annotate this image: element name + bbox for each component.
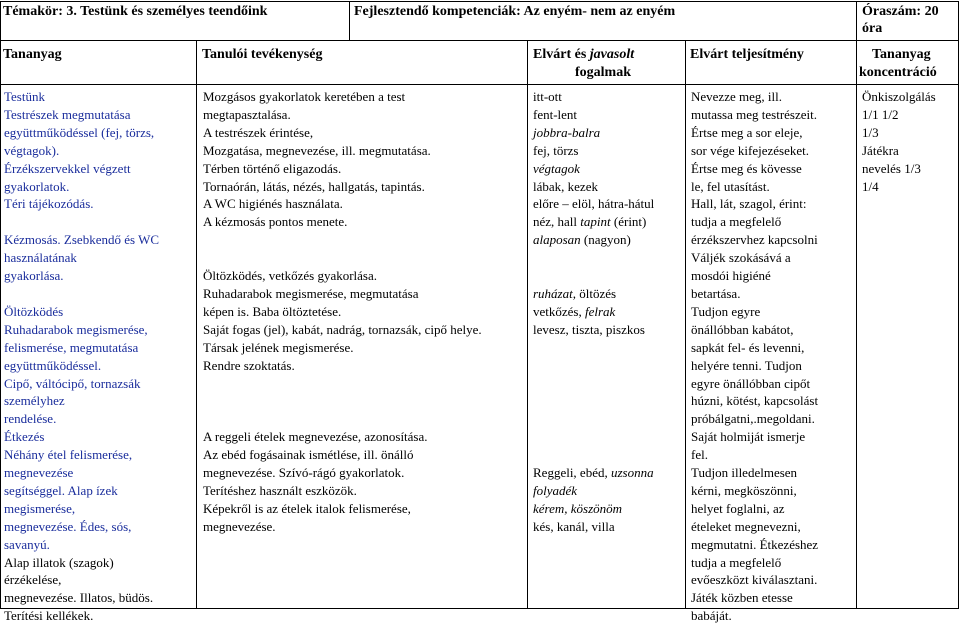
- fogalmak-term: végtagok: [533, 160, 580, 176]
- col4-line: próbálgatni,.megoldani.: [691, 411, 815, 427]
- column-header-fogalmak-line2: fogalmak: [575, 65, 631, 80]
- fogalmak-column: [533, 88, 654, 536]
- header-row-divider: [0, 40, 959, 41]
- col1-line: [4, 213, 159, 231]
- col4-line: tudja a megfelelő: [691, 554, 782, 570]
- col2-line: [203, 375, 482, 393]
- fogalmak-line: [533, 178, 654, 196]
- fogalmak-term: vetkőzés,: [533, 303, 585, 319]
- col4-line: Tudjon egyre: [691, 303, 761, 319]
- fogalmak-line: [533, 160, 654, 178]
- col2-line: A kézmosás pontos menete.: [203, 214, 348, 230]
- col2-line: [203, 249, 482, 267]
- col5-line: 1/4: [862, 178, 879, 194]
- col4-line: kérni, megköszönni,: [691, 482, 797, 498]
- fogalmak-line: [533, 500, 654, 518]
- col5-line: Játékra: [862, 142, 899, 158]
- header-divider-1: [349, 1, 350, 41]
- table-border-left: [0, 1, 1, 609]
- fogalmak-term: jobbra-balra: [533, 124, 601, 140]
- col4-line: sapkát fel- és levenni,: [691, 339, 805, 355]
- fogalmak-term: kérem, köszönöm: [533, 500, 623, 516]
- fogalmak-line: [533, 195, 654, 213]
- col1-line: együttműködéssel (fej, törzs,: [4, 124, 155, 140]
- fogalmak-term: (érint): [610, 214, 647, 230]
- fogalmak-term: ruházat,: [533, 285, 576, 301]
- col1-line: személyhez: [4, 393, 65, 409]
- col1-line: Testrészek megmutatása: [4, 106, 131, 122]
- col2-line: Képekről is az ételek italok felismerése,: [203, 500, 411, 516]
- fogalmak-line: [533, 446, 654, 464]
- fogalmak-term: öltözés: [575, 285, 617, 301]
- fogalmak-term: itt-ott: [533, 89, 562, 104]
- col4-line: húzni, kötést, kapcsolást: [691, 393, 819, 409]
- col5-line: Önkiszolgálás: [862, 89, 936, 104]
- col2-line: megnevezése. Szívó-rágó gyakorlatok.: [203, 465, 405, 481]
- col4-line: betartása.: [691, 285, 741, 301]
- col5-line: 1/3: [862, 124, 879, 140]
- col4-line: önállóbban kabátot,: [691, 321, 794, 337]
- fogalmak-term: fent-lent: [533, 106, 578, 122]
- col1-line: gyakorlatok.: [4, 178, 70, 194]
- col1-line: Alap illatok (szagok): [4, 554, 114, 570]
- oraszam-unit: óra: [862, 21, 883, 36]
- fogalmak-term: folyadék: [533, 482, 578, 498]
- col2-line: Társak jelének megismerése.: [203, 339, 354, 355]
- fogalmak-line: [533, 339, 654, 357]
- col1-line: Téri tájékozódás.: [4, 196, 94, 212]
- oraszam-label: Óraszám: 20: [862, 4, 939, 19]
- fogalmak-line: [533, 464, 654, 482]
- col2-line: A reggeli ételek megnevezése, azonosítása.: [203, 429, 428, 445]
- table-border-top: [0, 1, 959, 2]
- col1-line: felismerése, megmutatása: [4, 339, 139, 355]
- fogalmak-line: [533, 142, 654, 160]
- fogalmak-line: [533, 428, 654, 446]
- col2-line: Saját fogas (jel), kabát, nadrág, tornazsák, cipő helye.: [203, 321, 482, 337]
- column-header-tevekenyseg: Tanulói tevékenység: [202, 47, 323, 62]
- col2-line: Öltözködés, vetkőzés gyakorlása.: [203, 268, 378, 284]
- fogalmak-line: [533, 124, 654, 142]
- col1-line: [4, 285, 159, 303]
- col1-line: Cipő, váltócipő, tornazsák: [4, 375, 141, 391]
- fogalmak-line: [533, 482, 654, 500]
- col4-line: helyére tenni. Tudjon: [691, 357, 802, 373]
- col4-line: Váljék szokásává a: [691, 250, 791, 266]
- koncentracio-column: [862, 88, 936, 195]
- col4-line: megmutatni. Étkezéshez: [691, 536, 819, 552]
- col5-line: nevelés 1/3: [862, 160, 921, 176]
- fogalmak-line: [533, 375, 654, 393]
- col2-line: Ruhadarabok megismerése, megmutatása: [203, 285, 419, 301]
- col2-line: Mozgatása, megnevezése, ill. megmutatása.: [203, 142, 431, 158]
- col4-line: Értse meg és kövesse: [691, 160, 802, 176]
- column-header-fogalmak-text: Elvárt és: [533, 47, 590, 62]
- col1-line: Étkezés: [4, 429, 45, 445]
- col2-line: megnevezése.: [203, 518, 276, 534]
- fogalmak-line: [533, 106, 654, 124]
- col1-line: gyakorlása.: [4, 268, 64, 284]
- col4-line: érzékszervhez kapcsolni: [691, 232, 818, 248]
- col1-line: érzékelése,: [4, 572, 62, 588]
- column-header-koncentracio-line2: koncentráció: [859, 65, 937, 80]
- col1-line: megnevezése. Édes, sós,: [4, 518, 132, 534]
- col1-line: használatának: [4, 250, 77, 266]
- col1-line: Terítési kellékek.: [4, 608, 94, 624]
- col4-line: Értse meg a sor eleje,: [691, 124, 803, 140]
- fogalmak-term: előre – elöl, hátra-hátul: [533, 196, 655, 212]
- fogalmak-term: felrak: [584, 303, 616, 319]
- col4-line: babáját.: [691, 608, 732, 624]
- column-header-divider: [0, 84, 959, 85]
- col1-line: együttműködéssel.: [4, 357, 102, 373]
- col4-line: ételeket megnevezni,: [691, 518, 801, 534]
- col5-line: 1/1 1/2: [862, 106, 899, 122]
- column-header-fogalmak: [533, 46, 634, 64]
- col2-line: A WC higiénés használata.: [203, 196, 343, 212]
- fogalmak-term: fej, törzs: [533, 142, 579, 158]
- fejlesztendo-kompetenciak: Fejlesztendő kompetenciák: Az enyém- nem az enyém: [354, 4, 676, 19]
- fogalmak-line: [533, 321, 654, 339]
- col2-line: [203, 392, 482, 410]
- col-divider-3: [685, 40, 686, 609]
- fogalmak-line: [533, 410, 654, 428]
- col2-line: Rendre szoktatás.: [203, 357, 295, 373]
- header-divider-2: [856, 1, 857, 41]
- fogalmak-term: kés, kanál, villa: [533, 518, 615, 534]
- col4-line: sor vége kifejezéseket.: [691, 142, 810, 158]
- col1-line: Öltözködés: [4, 303, 64, 319]
- elvart-teljesitmeny-column: [691, 88, 818, 625]
- fogalmak-line: [533, 303, 654, 321]
- col2-line: A testrészek érintése,: [203, 124, 314, 140]
- col2-line: Terítéshez használt eszközök.: [203, 482, 357, 498]
- col4-line: tudja a megfelelő: [691, 214, 782, 230]
- col1-line: savanyú.: [4, 536, 50, 552]
- fogalmak-term: Reggeli, ebéd,: [533, 465, 611, 481]
- col4-line: Saját holmiját ismerje: [691, 429, 806, 445]
- col2-line: [203, 231, 482, 249]
- col4-line: Tudjon illedelmesen: [691, 465, 798, 481]
- col1-line: Érzékszervekkel végzett: [4, 160, 131, 176]
- col4-line: le, fel utasítást.: [691, 178, 770, 194]
- col1-line: megnevezése. Illatos, büdös.: [4, 590, 154, 606]
- col1-line: megnevezése: [4, 465, 74, 481]
- column-header-tananyag: Tananyag: [3, 47, 62, 62]
- col1-line: végtagok).: [4, 142, 60, 158]
- col4-line: helyet foglalni, az: [691, 500, 785, 516]
- fogalmak-line: [533, 285, 654, 303]
- fogalmak-line: [533, 357, 654, 375]
- col1-line: Ruhadarabok megismerése,: [4, 321, 148, 337]
- fogalmak-line: [533, 213, 654, 231]
- col4-line: egyre önállóbban cipőt: [691, 375, 811, 391]
- fogalmak-term: alaposan: [533, 232, 581, 248]
- col4-line: Nevezze meg, ill.: [691, 89, 782, 104]
- fogalmak-term: néz, hall: [533, 214, 581, 230]
- col4-line: evőeszközt kiválasztani.: [691, 572, 818, 588]
- col2-line: [203, 410, 482, 428]
- fogalmak-term: lábak, kezek: [533, 178, 598, 194]
- fogalmak-term: uzsonna: [610, 465, 654, 481]
- fogalmak-line: [533, 518, 654, 536]
- col1-line: megismerése,: [4, 500, 76, 516]
- fogalmak-line: [533, 231, 654, 249]
- col4-line: Hall, lát, szagol, érint:: [691, 196, 807, 212]
- col2-line: Mozgásos gyakorlatok keretében a test: [203, 89, 406, 104]
- col4-line: mutassa meg testrészeit.: [691, 106, 817, 122]
- tanuloi-tevekenyseg-column: [203, 88, 482, 536]
- col-divider-1: [196, 40, 197, 609]
- col1-line: rendelése.: [4, 411, 57, 427]
- col2-line: Tornaórán, látás, nézés, hallgatás, tapintás.: [203, 178, 425, 194]
- col-divider-2: [527, 40, 528, 609]
- col1-line: Néhány étel felismerése,: [4, 447, 133, 463]
- column-header-fogalmak-italic: javasolt: [589, 47, 635, 62]
- tananyag-column: [4, 88, 159, 625]
- temakor-title: Témakör: 3. Testünk és személyes teendőink: [3, 4, 268, 19]
- fogalmak-line: [533, 267, 654, 285]
- col-divider-4: [856, 40, 857, 609]
- column-header-koncentracio: Tananyag: [872, 47, 931, 62]
- fogalmak-line: [533, 249, 654, 267]
- col2-line: megtapasztalása.: [203, 106, 291, 122]
- fogalmak-term: tapint: [580, 214, 611, 230]
- col4-line: Játék közben etesse: [691, 590, 793, 606]
- fogalmak-line: [533, 392, 654, 410]
- fogalmak-term: levesz, tiszta, piszkos: [533, 321, 645, 337]
- col2-line: Térben történő eligazodás.: [203, 160, 342, 176]
- col1-line: Kézmosás. Zsebkendő és WC: [4, 232, 160, 248]
- col2-line: Az ebéd fogásainak ismétlése, ill. önálló: [203, 447, 414, 463]
- fogalmak-line: [533, 88, 654, 106]
- col1-line: Testünk: [4, 89, 45, 104]
- column-header-teljesitmeny: Elvárt teljesítmény: [690, 47, 804, 62]
- fogalmak-term: (nagyon): [580, 232, 631, 248]
- col4-line: mosdói higiéné: [691, 268, 771, 284]
- col2-line: képen is. Baba öltöztetése.: [203, 303, 342, 319]
- col1-line: segítséggel. Alap ízek: [4, 482, 118, 498]
- col4-line: fel.: [691, 447, 708, 463]
